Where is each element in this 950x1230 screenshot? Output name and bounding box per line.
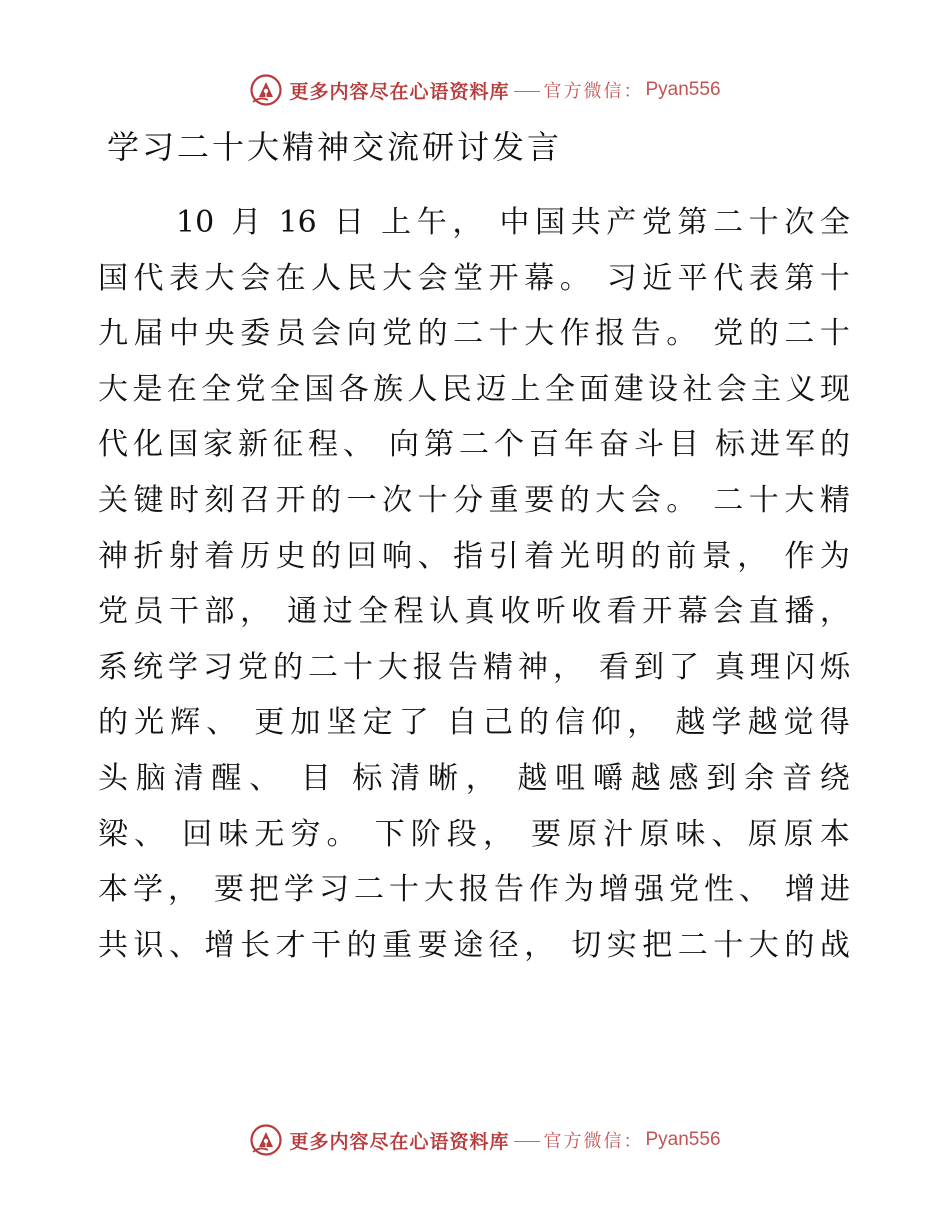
text-line: 系 统 学 习 党 的 二 十 大 报 告 精 神 ， 看 到 了 真 理 闪 烁 <box>98 649 850 685</box>
watermark-dash <box>514 91 540 92</box>
watermark-account: Pyan556 <box>645 1129 721 1150</box>
footer-watermark-content <box>249 1123 720 1157</box>
text-line: 神 折 射 着 历 史 的 回 响 、 指 引 着 光 明 的 前 景 ， 作 为 <box>98 538 850 574</box>
watermark-official: 官方微信： <box>543 1131 644 1152</box>
text-line: 九 届 中 央 委 员 会 向 党 的 二 十 大 作 报 告 。 党 的 二 十 <box>98 316 850 352</box>
text-line: 党 员 干 部 ， 通 过 全 程 认 真 收 听 收 看 开 幕 会 直 播 ， <box>98 594 850 630</box>
document-body <box>98 195 850 973</box>
text-line: 关 键 时 刻 召 开 的 一 次 十 分 重 要 的 大 会 。 二 十 大 精 <box>98 482 850 518</box>
text-line: 梁 、 回 味 无 穷 。 下 阶 段 ， 要 原 汁 原 味 、 原 原 本 <box>98 816 850 852</box>
text-line: 国 代 表 大 会 在 人 民 大 会 堂 开 幕 。 习 近 平 代 表 第 十 <box>98 260 850 296</box>
text-line: 本 学 ， 要 把 学 习 二 十 大 报 告 作 为 增 强 党 性 、 增 进 <box>98 872 850 908</box>
header-watermark-content <box>249 73 720 107</box>
watermark-account: Pyan556 <box>645 79 721 100</box>
text-line: 大 是 在 全 党 全 国 各 族 人 民 迈 上 全 面 建 设 社 会 主 义 现 <box>98 371 850 407</box>
pen-nib-circle-icon <box>249 73 283 107</box>
text-line: 10 月 16 日 上 午 ， 中 国 共 产 党 第 二 十 次 全 <box>176 205 850 240</box>
pen-nib-circle-icon <box>249 1123 283 1157</box>
text-line: 代 化 国 家 新 征 程 、 向 第 二 个 百 年 奋 斗 目 标 进 军 的 <box>98 427 850 463</box>
text-line: 共 识 、 增 长 才 干 的 重 要 途 径 ， 切 实 把 二 十 大 的 战 <box>98 927 850 963</box>
watermark-brand: 更多内容尽在心语资料库 <box>289 1130 510 1153</box>
text-line: 头 脑 清 醒 、 目 标 清 晰 ， 越 咀 嚼 越 感 到 余 音 绕 <box>98 760 850 796</box>
watermark-dash <box>514 1141 540 1142</box>
text-line: 的 光 辉 、 更 加 坚 定 了 自 己 的 信 仰 ， 越 学 越 觉 得 <box>98 705 850 741</box>
document-title: 学习二十大精神交流研讨发言 <box>107 128 563 166</box>
footer-watermark <box>0 1120 950 1160</box>
watermark-brand: 更多内容尽在心语资料库 <box>289 80 510 103</box>
watermark-official: 官方微信： <box>543 81 644 102</box>
header-watermark <box>0 70 950 110</box>
